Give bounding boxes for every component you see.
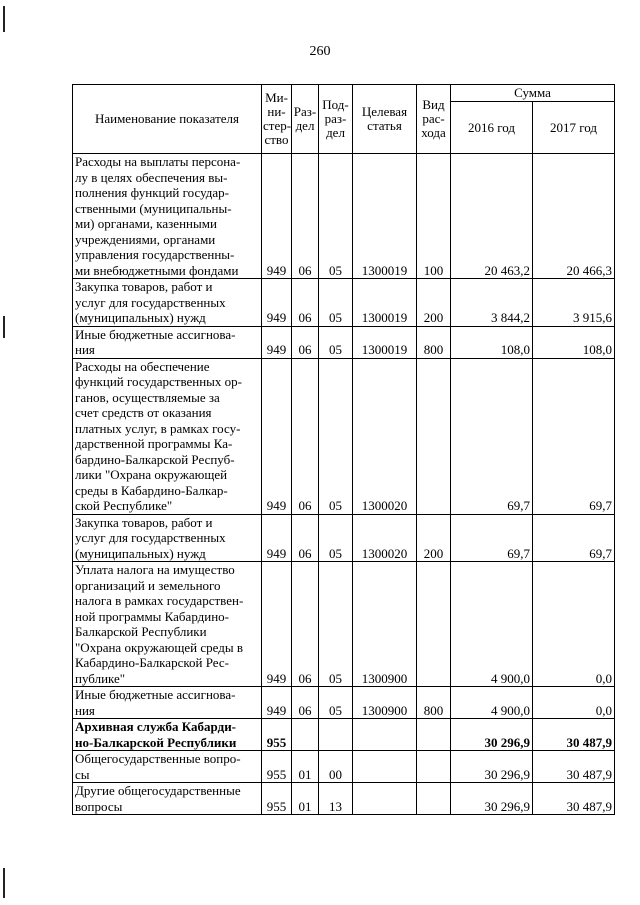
cell-target: 1300020: [353, 514, 417, 562]
cell-section: 01: [292, 783, 319, 815]
cell-type: 800: [417, 326, 451, 358]
table-row: [73, 719, 615, 751]
cell-y2016: 20 463,2: [451, 154, 533, 279]
table-row: [73, 783, 615, 815]
cell-subsection: 05: [319, 514, 353, 562]
header-target: Целевая статья: [353, 85, 417, 154]
cell-y2016: 108,0: [451, 326, 533, 358]
header-ministry: Ми- ни- стер- ство: [262, 85, 292, 154]
cell-y2016: 30 296,9: [451, 783, 533, 815]
cell-subsection: 05: [319, 562, 353, 687]
cell-section: 06: [292, 514, 319, 562]
cell-section: 01: [292, 751, 319, 783]
cell-name: Расходы на выплаты персона- лу в целях обеспечения вы- полнения функций государ- ственными (муниципальны- ми) органами, казенными учреждениями, органами управления государственны- ми внебюджетными фондами: [73, 154, 262, 279]
cell-subsection: 00: [319, 751, 353, 783]
header-subsection: Под- раз- дел: [319, 85, 353, 154]
cell-target: [353, 719, 417, 751]
header-expense-type: Вид рас- хода: [417, 85, 451, 154]
cell-y2016: 30 296,9: [451, 751, 533, 783]
cell-subsection: 05: [319, 279, 353, 327]
cell-target: [353, 783, 417, 815]
cell-ministry: 949: [262, 279, 292, 327]
cell-name: Общегосударственные вопро- сы: [73, 751, 262, 783]
cell-ministry: 949: [262, 326, 292, 358]
cell-y2016: 69,7: [451, 358, 533, 514]
cell-name: Уплата налога на имущество организаций и земельного налога в рамках государствен- ной программы Кабардино- Балкарской Республики "Охрана окружающей среды в Кабардино-Балкарской Рес- публике": [73, 562, 262, 687]
cell-y2017: 0,0: [533, 562, 615, 687]
cell-subsection: 05: [319, 687, 353, 719]
cell-name: Расходы на обеспечение функций государственных ор- ганов, осуществляемые за счет средств от оказания платных услуг, в рамках госу- дарственной программы Ка- бардино-Балкарской Респуб- лики "Охрана окружающей среды в Кабардино-Балкар- ской Республике": [73, 358, 262, 514]
cell-target: 1300019: [353, 154, 417, 279]
cell-ministry: 949: [262, 687, 292, 719]
margin-mark-top: [3, 6, 5, 32]
cell-section: 06: [292, 687, 319, 719]
header-year-2017: 2017 год: [533, 102, 615, 154]
cell-y2016: 4 900,0: [451, 562, 533, 687]
cell-ministry: 955: [262, 751, 292, 783]
cell-y2017: 20 466,3: [533, 154, 615, 279]
table-row: [73, 751, 615, 783]
cell-section: 06: [292, 358, 319, 514]
cell-y2017: 69,7: [533, 514, 615, 562]
cell-y2016: 30 296,9: [451, 719, 533, 751]
cell-name: Закупка товаров, работ и услуг для государственных (муниципальных) нужд: [73, 279, 262, 327]
cell-target: 1300019: [353, 279, 417, 327]
cell-type: [417, 751, 451, 783]
cell-subsection: 05: [319, 326, 353, 358]
cell-name: Другие общегосударственные вопросы: [73, 783, 262, 815]
cell-section: 06: [292, 154, 319, 279]
cell-ministry: 949: [262, 358, 292, 514]
page-number: 260: [309, 44, 331, 59]
table-row: [73, 562, 615, 687]
cell-target: 1300900: [353, 562, 417, 687]
cell-subsection: 05: [319, 154, 353, 279]
cell-type: 200: [417, 279, 451, 327]
cell-type: [417, 562, 451, 687]
cell-subsection: [319, 719, 353, 751]
cell-type: 100: [417, 154, 451, 279]
cell-section: 06: [292, 562, 319, 687]
table-row: [73, 687, 615, 719]
header-section: Раз- дел: [292, 85, 319, 154]
cell-section: 06: [292, 279, 319, 327]
cell-type: [417, 783, 451, 815]
cell-y2017: 0,0: [533, 687, 615, 719]
cell-y2016: 69,7: [451, 514, 533, 562]
cell-y2017: 69,7: [533, 358, 615, 514]
cell-y2017: 3 915,6: [533, 279, 615, 327]
table-row: [73, 358, 615, 514]
cell-name: Закупка товаров, работ и услуг для государственных (муниципальных) нужд: [73, 514, 262, 562]
cell-target: 1300019: [353, 326, 417, 358]
cell-y2017: 30 487,9: [533, 719, 615, 751]
cell-ministry: 949: [262, 514, 292, 562]
header-year-2016: 2016 год: [451, 102, 533, 154]
cell-type: [417, 719, 451, 751]
table-row: [73, 154, 615, 279]
cell-target: 1300900: [353, 687, 417, 719]
margin-mark-middle: [3, 316, 5, 338]
cell-section: 06: [292, 326, 319, 358]
cell-subsection: 05: [319, 358, 353, 514]
cell-subsection: 13: [319, 783, 353, 815]
cell-ministry: 949: [262, 562, 292, 687]
cell-target: [353, 751, 417, 783]
cell-ministry: 955: [262, 783, 292, 815]
margin-mark-bottom: [3, 868, 5, 898]
cell-type: 800: [417, 687, 451, 719]
budget-table: [72, 84, 615, 815]
table-row: [73, 326, 615, 358]
cell-type: 200: [417, 514, 451, 562]
cell-name: Иные бюджетные ассигнова- ния: [73, 687, 262, 719]
cell-ministry: 949: [262, 154, 292, 279]
table-row: [73, 514, 615, 562]
cell-ministry: 955: [262, 719, 292, 751]
cell-name: Архивная служба Кабарди- но-Балкарской Республики: [73, 719, 262, 751]
cell-section: [292, 719, 319, 751]
header-sum: Сумма: [451, 85, 615, 102]
header-row-top: [73, 85, 615, 102]
cell-y2016: 4 900,0: [451, 687, 533, 719]
cell-y2017: 108,0: [533, 326, 615, 358]
cell-y2017: 30 487,9: [533, 751, 615, 783]
cell-y2016: 3 844,2: [451, 279, 533, 327]
cell-name: Иные бюджетные ассигнова- ния: [73, 326, 262, 358]
cell-y2017: 30 487,9: [533, 783, 615, 815]
table-row: [73, 279, 615, 327]
cell-target: 1300020: [353, 358, 417, 514]
table-body: [73, 154, 615, 815]
cell-type: [417, 358, 451, 514]
header-name: Наименование показателя: [73, 85, 262, 154]
